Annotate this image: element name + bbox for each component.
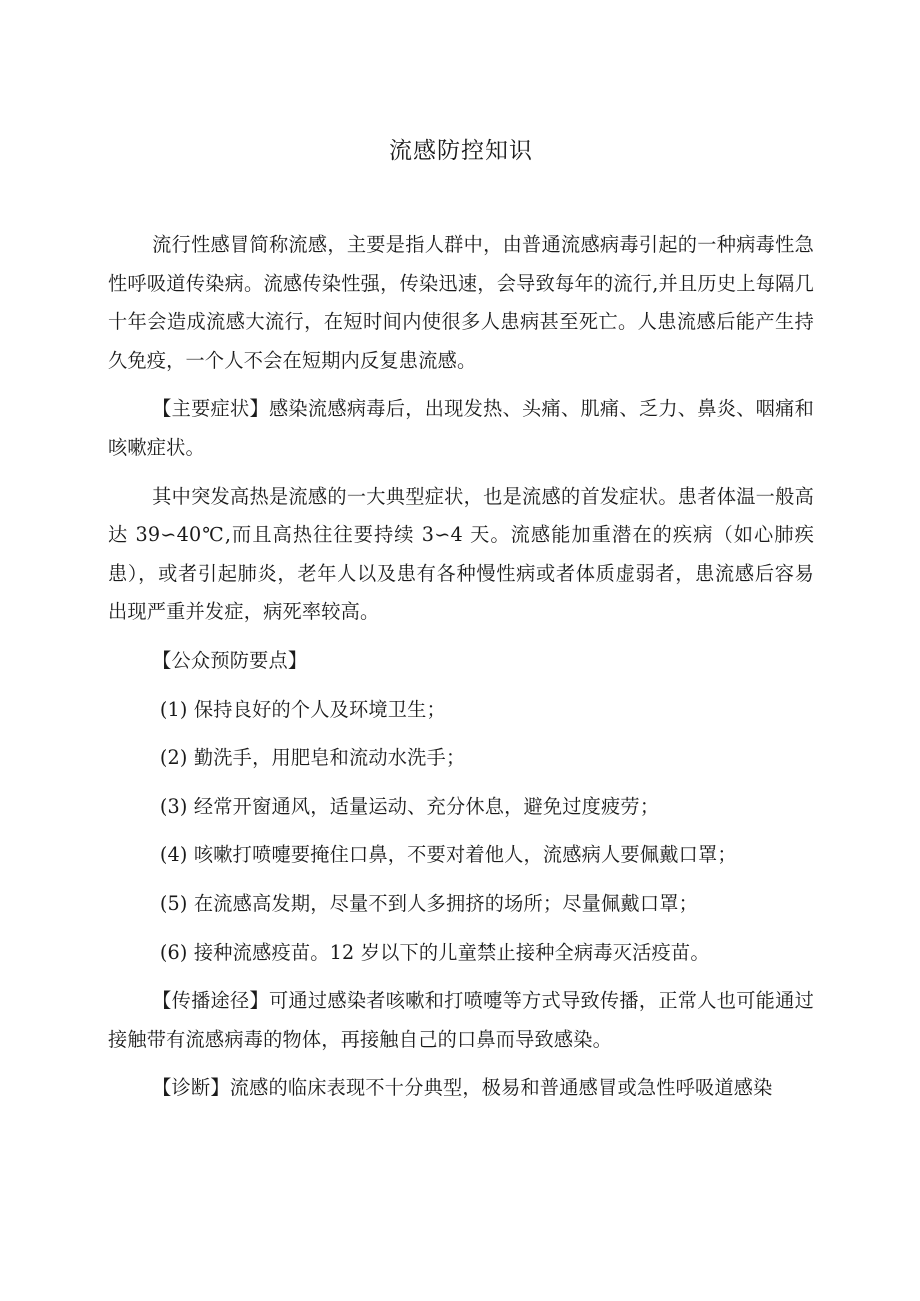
prevention-item-5: (5) 在流感高发期，尽量不到人多拥挤的场所；尽量佩戴口罩； bbox=[159, 891, 698, 915]
prevention-item-4: (4) 咳嗽打喷嚏要掩住口鼻，不要对着他人，流感病人要佩戴口罩； bbox=[159, 843, 737, 867]
prevention-item-2: (2) 勤洗手，用肥皂和流动水洗手； bbox=[159, 746, 466, 770]
paragraph-intro: 流行性感冒简称流感，主要是指人群中，由普通流感病毒引起的一种病毒性急性呼吸道传染病。流感传染性强，传染迅速，会导致每年的流行,并且历史上每隔几十年会造成流感大流行，在短时间内使很多人患病甚至死亡。人患流感后能产生持久免疫，一个人不会在短期内反复患流感。 bbox=[108, 233, 814, 372]
document-title: 流感防控知识 bbox=[389, 138, 533, 164]
paragraph-symptoms: 【主要症状】感染流感病毒后，出现发热、头痛、肌痛、乏力、鼻炎、咽痛和咳嗽症状。 bbox=[108, 397, 814, 459]
document-body bbox=[108, 226, 814, 1108]
paragraph-diagnosis: 【诊断】流感的临床表现不十分典型，极易和普通感冒或急性呼吸道感染 bbox=[152, 1076, 773, 1100]
paragraph-high-fever: 其中突发高热是流感的一大典型症状，也是流感的首发症状。患者体温一般高达 39∽40℃,而且高热往往要持续 3∽4 天。流感能加重潜在的疾病（如心肺疾患），或者引起肺炎，老年人以及患有各种慢性病或者体质虚弱者，患流感后容易出现严重并发症，病死率较高。 bbox=[108, 484, 814, 624]
paragraph-transmission: 【传播途径】可通过感染者咳嗽和打喷嚏等方式导致传播，正常人也可能通过接触带有流感病毒的物体，再接触自己的口鼻而导致感染。 bbox=[108, 989, 814, 1051]
heading-prevention: 【公众预防要点】 bbox=[152, 648, 308, 672]
prevention-item-6: (6) 接种流感疫苗。12 岁以下的儿童禁止接种全病毒灭活疫苗。 bbox=[159, 940, 710, 964]
prevention-item-1: (1) 保持良好的个人及环境卫生； bbox=[159, 697, 446, 721]
prevention-item-3: (3) 经常开窗通风，适量运动、充分休息，避免过度疲劳； bbox=[159, 794, 660, 818]
